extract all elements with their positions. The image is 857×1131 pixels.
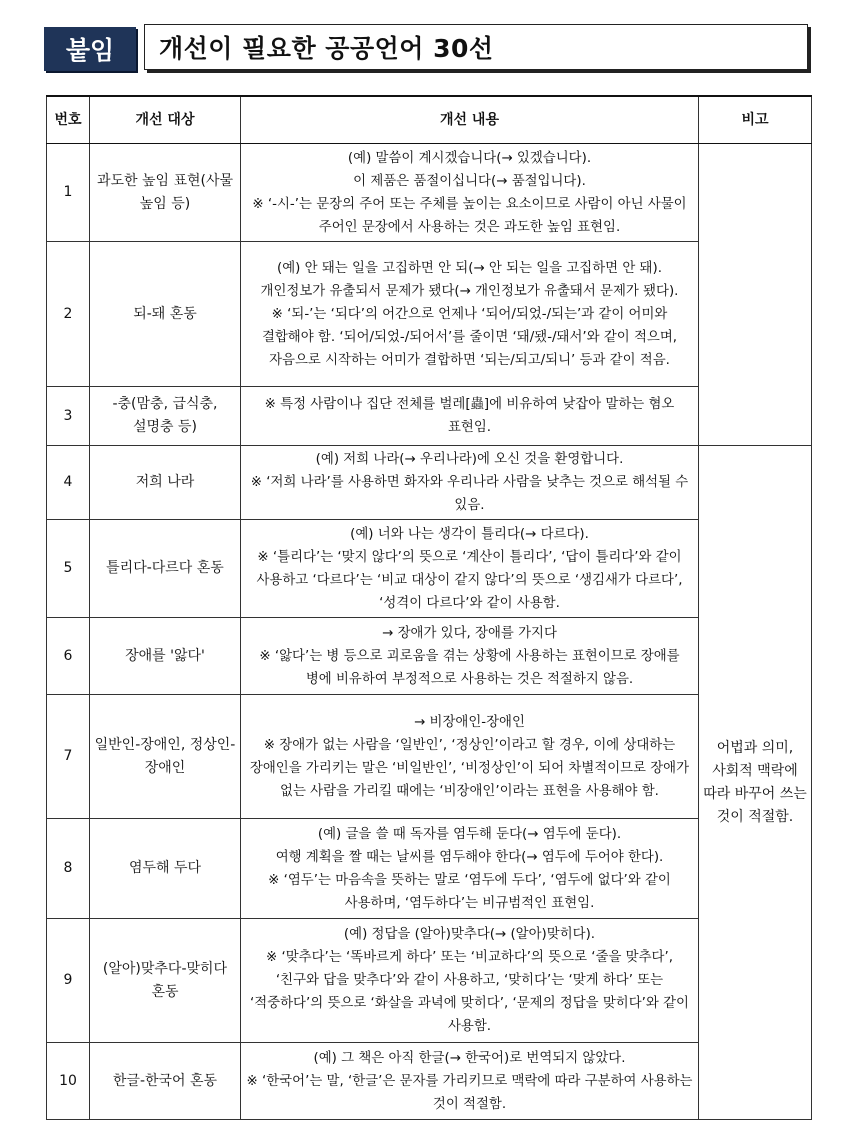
improvement-target: -충(맘충, 급식충, 설명충 등) xyxy=(90,387,241,446)
improvement-target: 한글-한국어 혼동 xyxy=(90,1043,241,1120)
improvement-content xyxy=(241,618,699,695)
content-line: → 장애가 있다, 장애를 가지다 xyxy=(382,625,557,641)
improvement-content xyxy=(241,520,699,618)
table-row xyxy=(47,695,812,819)
column-header-target: 개선 대상 xyxy=(90,96,241,144)
content-line: (예) 정답을 (알아)맞추다(→ (알아)맞히다). xyxy=(343,927,596,942)
table-row xyxy=(47,144,812,242)
table-row xyxy=(47,618,812,695)
improvement-content xyxy=(241,695,699,819)
content-line: 개인정보가 유출되서 문제가 됐다(→ 개인정보가 유출돼서 문제가 됐다). xyxy=(260,283,679,299)
content-line: ※ ‘되-’는 ‘되다’의 어간으로 언제나 ‘되어/되었-/되는’과 같이 어미와 결합해야 함. ‘되어/되었-/되어서’를 줄이면 ‘돼/됐-/돼서’와 같이 적으며, 자음으로 시작하는 어미가 결합하면 ‘되는/되고/되니’ 등과 같이 적음. xyxy=(261,306,678,368)
improvement-target: (알아)맞추다-맞히다 혼동 xyxy=(90,919,241,1043)
improvement-target: 염두해 두다 xyxy=(90,819,241,919)
improvement-content xyxy=(241,919,699,1043)
content-line: ※ ‘-시-’는 문장의 주어 또는 주체를 높이는 요소이므로 사람이 아닌 사물이 주어인 문장에서 사용하는 것은 과도한 높임 표현임. xyxy=(252,196,687,235)
content-line: (예) 글을 쓸 때 독자를 염두해 둔다(→ 염두에 둔다). xyxy=(317,826,622,842)
table-row xyxy=(47,819,812,919)
table-header-row xyxy=(47,96,812,144)
improvement-target: 되-돼 혼동 xyxy=(90,242,241,387)
content-line: 여행 계획을 짤 때는 날씨를 염두해야 한다(→ 염두에 두어야 한다). xyxy=(275,849,664,865)
improvement-content xyxy=(241,387,699,446)
improvement-content xyxy=(241,242,699,387)
improvement-content xyxy=(241,446,699,520)
row-number: 6 xyxy=(47,618,90,695)
column-header-number: 번호 xyxy=(47,96,90,144)
row-number: 2 xyxy=(47,242,90,387)
row-number: 5 xyxy=(47,520,90,618)
improvement-target: 일반인-장애인, 정상인-장애인 xyxy=(90,695,241,819)
improvement-content xyxy=(241,819,699,919)
content-line: ※ ‘앓다’는 병 등으로 괴로움을 겪는 상황에 사용하는 표현이므로 장애를 병에 비유하여 부정적으로 사용하는 것은 적절하지 않음. xyxy=(259,648,680,687)
content-line: ※ ‘맞추다’는 ‘똑바르게 하다’ 또는 ‘비교하다’의 뜻으로 ‘줄을 맞추다’, ‘친구와 답을 맞추다’와 같이 사용하고, ‘맞히다’는 ‘맞게 하다’ 또는 ‘적중하다’의 뜻으로 ‘화살을 과녁에 맞히다’, ‘문제의 정답을 맞히다’와 같이 사용함. xyxy=(250,950,689,1034)
improvement-target: 저희 나라 xyxy=(90,446,241,520)
table-row xyxy=(47,387,812,446)
content-line: (예) 너와 나는 생각이 틀리다(→ 다르다). xyxy=(350,526,589,542)
content-line: (예) 저희 나라(→ 우리나라)에 오신 것을 환영합니다. xyxy=(315,452,624,467)
table-row xyxy=(47,1043,812,1120)
row-number: 9 xyxy=(47,919,90,1043)
column-header-remark: 비고 xyxy=(699,96,812,144)
row-number: 3 xyxy=(47,387,90,446)
content-line: ※ ‘틀리다’는 ‘맞지 않다’의 뜻으로 ‘계산이 틀리다’, ‘답이 틀리다’와 같이 사용하고 ‘다르다’는 ‘비교 대상이 같지 않다’의 뜻으로 ‘생김새가 다르다’, ‘성격이 다르다’와 같이 사용함. xyxy=(256,549,683,611)
improvement-target: 틀리다-다르다 혼동 xyxy=(90,520,241,618)
expressions-table xyxy=(46,95,812,1120)
improvement-target: 장애를 '앓다' xyxy=(90,618,241,695)
remark-cell: 어법과 의미, 사회적 맥락에 따라 바꾸어 쓰는 것이 적절함. xyxy=(699,446,812,1120)
page-title: 개선이 필요한 공공언어 30선 xyxy=(144,24,808,70)
column-header-content: 개선 내용 xyxy=(241,96,699,144)
content-line: ※ 장애가 없는 사람을 ‘일반인’, ‘정상인’이라고 할 경우, 이에 상대하는 장애인을 가리키는 말은 ‘비일반인’, ‘비정상인’이 되어 차별적이므로 장애가 없는 사람을 가리킬 때에는 ‘비장애인’이라는 표현을 사용해야 함. xyxy=(249,737,690,799)
row-number: 7 xyxy=(47,695,90,819)
improvement-content xyxy=(241,144,699,242)
content-line: 이 제품은 품절이십니다(→ 품절입니다). xyxy=(353,173,586,189)
content-line: ※ ‘저희 나라’를 사용하면 화자와 우리나라 사람을 낮추는 것으로 해석될 수 있음. xyxy=(250,475,689,513)
table-row xyxy=(47,919,812,1043)
improvement-content xyxy=(241,1043,699,1120)
table-row xyxy=(47,446,812,520)
content-line: ※ 특정 사람이나 집단 전체를 벌레[蟲]에 비유하여 낮잡아 말하는 혐오 표현임. xyxy=(264,397,675,435)
content-line: (예) 그 책은 아직 한글(→ 한국어)로 번역되지 않았다. xyxy=(313,1050,626,1066)
content-line: (예) 안 돼는 일을 고집하면 안 되(→ 안 되는 일을 고집하면 안 돼). xyxy=(277,260,662,276)
row-number: 10 xyxy=(47,1043,90,1120)
content-line: ※ ‘한국어’는 말, ‘한글’은 문자를 가리키므로 맥락에 따라 구분하여 사용하는 것이 적절함. xyxy=(246,1073,693,1112)
table-row xyxy=(47,520,812,618)
row-number: 1 xyxy=(47,144,90,242)
content-line: ※ ‘염두’는 마음속을 뜻하는 말로 ‘염두에 두다’, ‘염두에 없다’와 같이 사용하며, ‘염두하다’는 비규범적인 표현임. xyxy=(268,872,671,911)
content-line: → 비장애인-장애인 xyxy=(414,714,525,730)
table-row xyxy=(47,242,812,387)
row-number: 8 xyxy=(47,819,90,919)
row-number: 4 xyxy=(47,446,90,520)
content-line: (예) 말씀이 계시겠습니다(→ 있겠습니다). xyxy=(347,150,592,166)
header xyxy=(44,24,810,76)
improvement-target: 과도한 높임 표현(사물 높임 등) xyxy=(90,144,241,242)
attachment-badge: 붙임 xyxy=(44,27,136,71)
